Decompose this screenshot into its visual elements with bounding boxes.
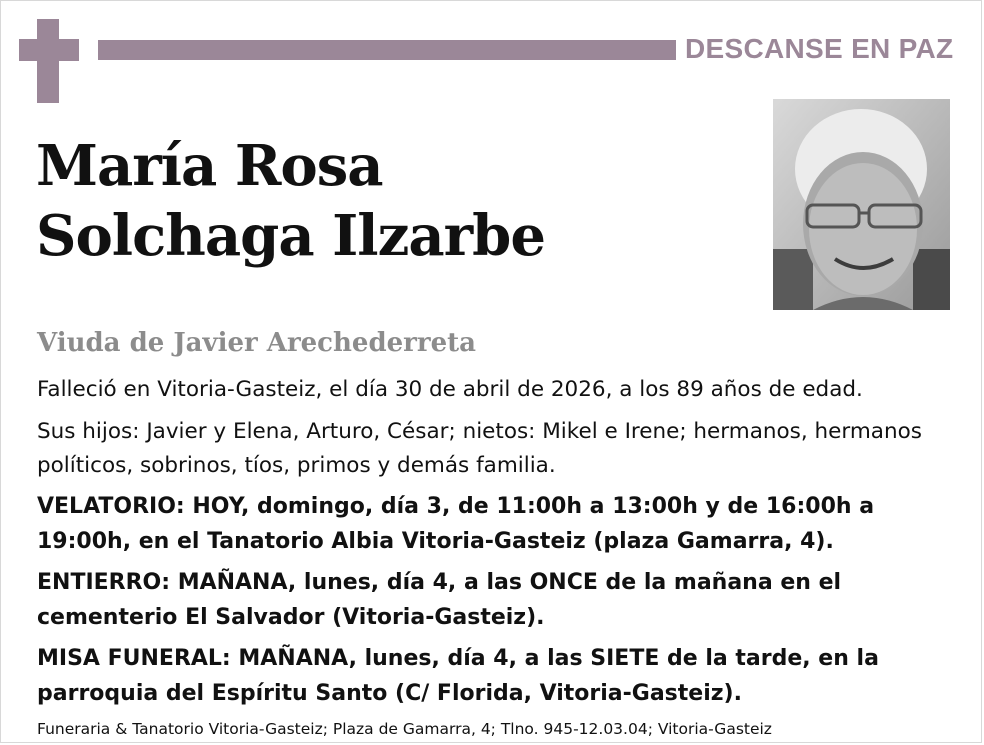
- widow-of: Viuda de Javier Arechederreta: [37, 328, 476, 358]
- family-list: Sus hijos: Javier y Elena, Arturo, César; nietos: Mikel e Irene; hermanos, hermanos políticos, sobrinos, tíos, primos y demás familia.: [37, 419, 922, 478]
- portrait-photo: [773, 99, 950, 310]
- cross-icon-vertical: [37, 19, 59, 103]
- wake-details: VELATORIO: HOY, domingo, día 3, de 11:00h a 13:00h y de 16:00h a 19:00h, en el Tanatorio Albia Vitoria-Gasteiz (plaza Gamarra, 4).: [37, 494, 875, 554]
- death-notice: Falleció en Vitoria-Gasteiz, el día 30 de abril de 2026, a los 89 años de edad.: [37, 377, 863, 402]
- funeral-mass-details: MISA FUNERAL: MAÑANA, lunes, día 4, a las SIETE de la tarde, en la parroquia del Espíritu Santo (C/ Florida, Vitoria-Gasteiz).: [37, 646, 879, 706]
- name-line-1: María Rosa: [36, 133, 383, 199]
- funeral-home-footer: Funeraria & Tanatorio Vitoria-Gasteiz; Plaza de Gamarra, 4; Tlno. 945-12.03.04; Vitoria-Gasteiz: [37, 720, 772, 738]
- name-line-2: Solchaga Ilzarbe: [36, 203, 545, 269]
- burial-details: ENTIERRO: MAÑANA, lunes, día 4, a las ONCE de la mañana en el cementerio El Salvador (Vitoria-Gasteiz).: [37, 570, 842, 630]
- cross-icon-horizontal: [19, 39, 79, 61]
- deceased-name: [36, 131, 545, 271]
- header-rule: [98, 40, 676, 60]
- header-label: DESCANSE EN PAZ: [685, 33, 954, 64]
- portrait-image: [773, 99, 950, 310]
